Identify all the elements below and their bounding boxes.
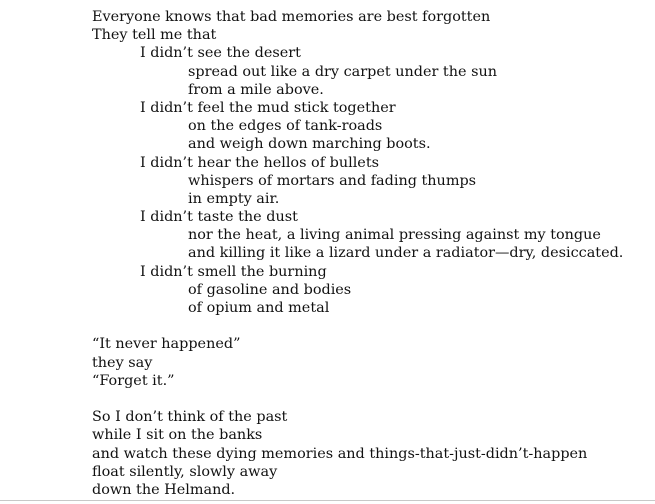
poem-line: I didn’t feel the mud stick together (140, 99, 396, 116)
poem-line: down the Helmand. (92, 481, 236, 498)
poem-line: “It never happened” (92, 336, 241, 353)
poem-line: of opium and metal (188, 300, 330, 316)
poem-line: So I don’t think of the past (92, 409, 288, 426)
poem-line: I didn’t smell the burning (140, 263, 327, 280)
poem-line: Everyone knows that bad memories are best forgotten (92, 9, 491, 25)
poem-line: while I sit on the banks (92, 427, 263, 444)
poem-line: in empty air. (188, 190, 280, 207)
stanza-break (92, 317, 652, 335)
poem-line: float silently, slowly away (92, 463, 278, 480)
stanza-break (92, 390, 652, 408)
poem-line: they say (92, 354, 153, 371)
poem-line: from a mile above. (188, 81, 324, 98)
poem-line: of gasoline and bodies (188, 281, 352, 298)
poem-line: and weigh down marching boots. (188, 136, 431, 153)
poem-line: I didn’t taste the dust (140, 209, 298, 226)
poem-line: They tell me that (92, 27, 217, 44)
poem-line: “Forget it.” (92, 372, 175, 389)
poem-line: and killing it like a lizard under a radiator—dry, desiccated. (188, 245, 624, 262)
poem-line: I didn’t hear the hellos of bullets (140, 154, 379, 171)
poem-line: whispers of mortars and fading thumps (188, 172, 477, 189)
poem-line: and watch these dying memories and things-that-just-didn’t-happen (92, 445, 588, 462)
page-bottom-border (0, 500, 655, 501)
poem-line: nor the heat, a living animal pressing against my tongue (188, 227, 601, 244)
poem-line: on the edges of tank-roads (188, 118, 383, 135)
poem-line: I didn’t see the desert (140, 45, 301, 62)
poem-line: spread out like a dry carpet under the sun (188, 63, 497, 80)
poem-body (92, 8, 652, 499)
